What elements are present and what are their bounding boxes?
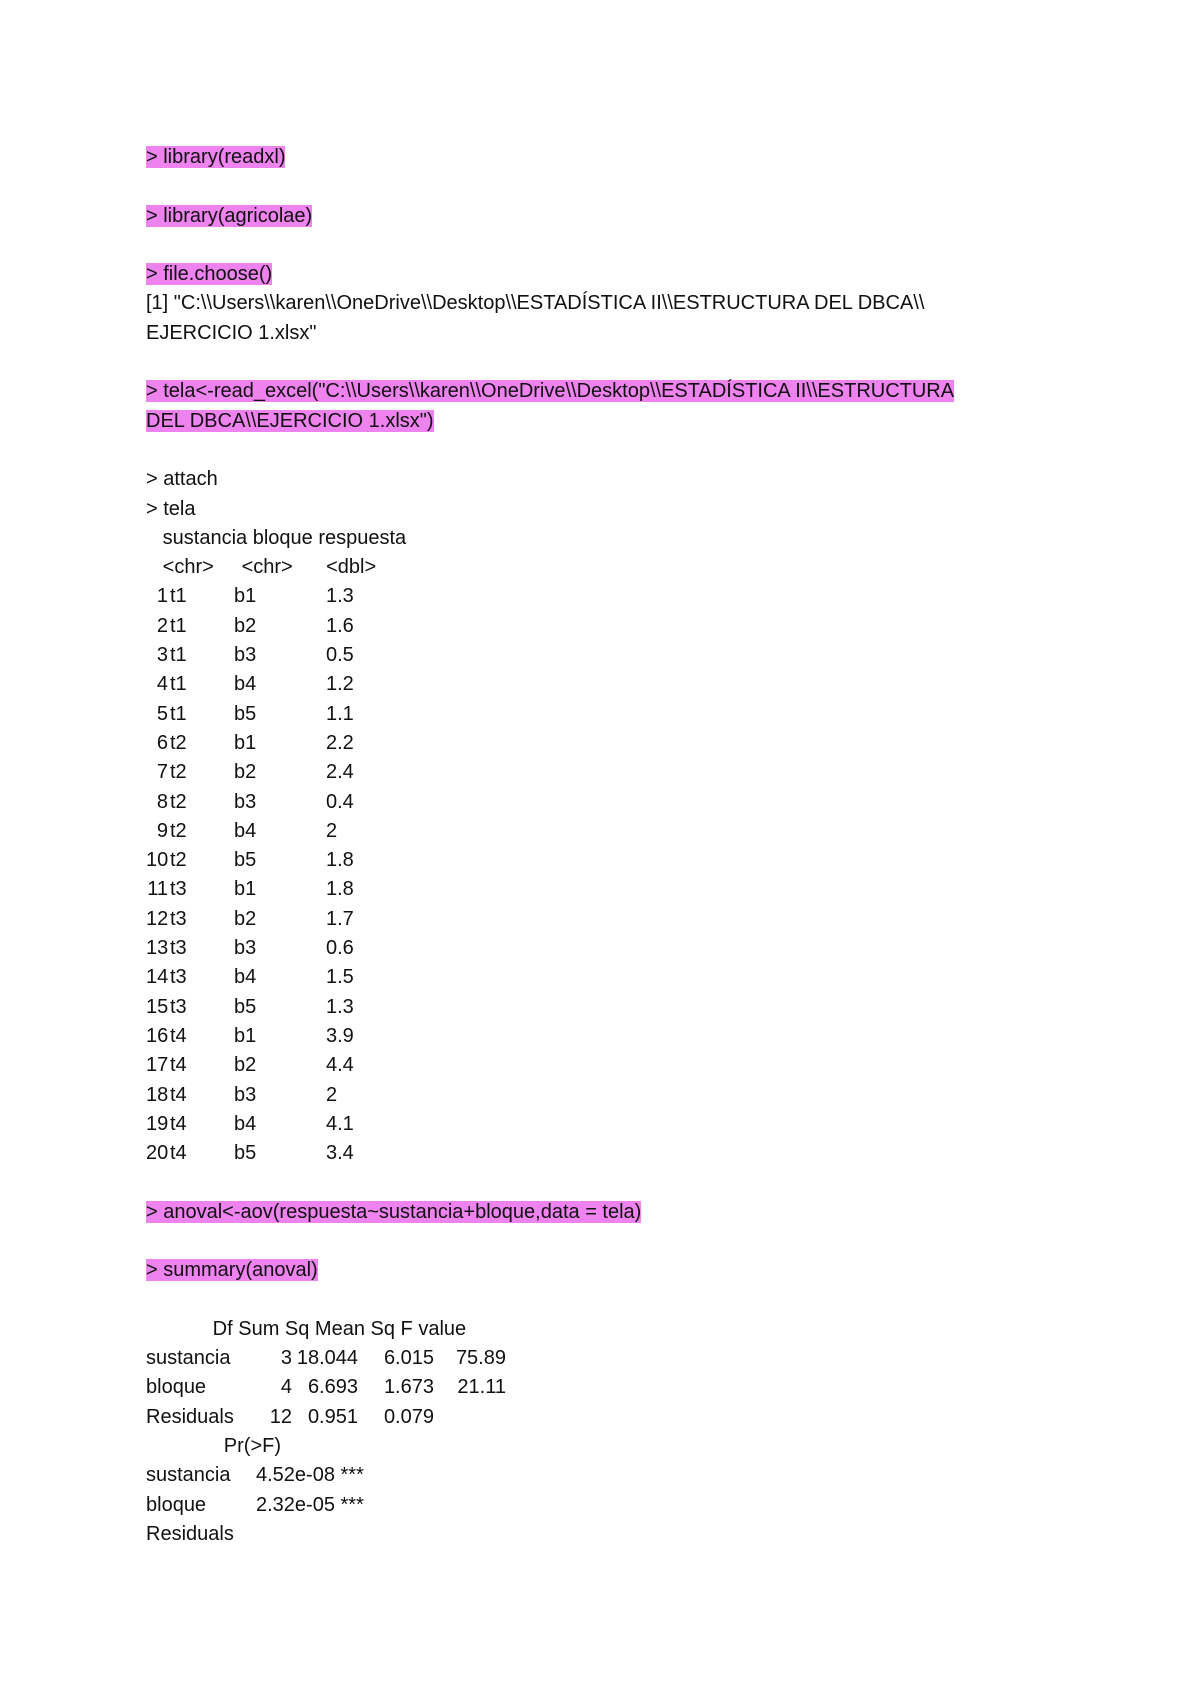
cell-respuesta: 1.6	[326, 614, 354, 637]
cell-sustancia: t4	[170, 1024, 187, 1047]
row-index: 12	[146, 907, 169, 930]
table-row	[146, 788, 1066, 817]
anova-p-body	[146, 1461, 1066, 1549]
anova-table	[146, 1315, 1066, 1549]
table-row	[146, 1022, 1066, 1051]
row-index: 10	[146, 849, 169, 872]
table-row	[146, 582, 1066, 611]
anova-f-value: 75.89	[455, 1347, 506, 1370]
command-read-excel-line-1: > tela<-read_excel("C:\\Users\\karen\\OneDrive\\Desktop\\ESTADÍSTICA II\\ESTRUCTURA	[146, 380, 955, 403]
cell-sustancia: t4	[170, 1142, 187, 1165]
anova-f-value: 21.11	[457, 1376, 506, 1399]
anova-p-value: 2.32e-05 ***	[256, 1493, 364, 1516]
cell-sustancia: t1	[170, 702, 187, 725]
cell-bloque: b5	[234, 702, 257, 725]
anova-sum-sq: 6.693	[307, 1376, 358, 1399]
cell-sustancia: t1	[170, 614, 187, 637]
file-choose-output-line-2: EJERCICIO 1.xlsx"	[146, 321, 317, 344]
cell-sustancia: t3	[170, 878, 187, 901]
cell-respuesta: 1.5	[326, 966, 354, 989]
table-row	[146, 670, 1066, 699]
row-index: 4	[156, 673, 168, 696]
cell-sustancia: t2	[170, 819, 187, 842]
cell-respuesta: 1.2	[326, 673, 354, 696]
row-index: 14	[146, 966, 169, 989]
cell-sustancia: t1	[170, 673, 187, 696]
anova-body	[146, 1344, 1066, 1432]
table-row	[146, 729, 1066, 758]
cell-sustancia: t2	[170, 849, 187, 872]
cell-sustancia: t1	[170, 585, 187, 608]
cell-respuesta: 1.8	[326, 878, 354, 901]
table-row	[146, 905, 1066, 934]
cell-bloque: b2	[234, 761, 257, 784]
cell-respuesta: 2	[326, 1083, 338, 1106]
table-row	[146, 758, 1066, 787]
command-read-excel-line-2: DEL DBCA\\EJERCICIO 1.xlsx")	[146, 409, 434, 432]
anova-mean-sq: 1.673	[383, 1376, 434, 1399]
anova-header: Df Sum Sq Mean Sq F value	[146, 1317, 467, 1340]
anova-term: bloque	[146, 1493, 207, 1516]
row-index: 16	[146, 1024, 169, 1047]
anova-p-row	[146, 1520, 1066, 1549]
anova-sum-sq: 0.951	[307, 1405, 358, 1428]
cell-bloque: b2	[234, 1054, 257, 1077]
cell-respuesta: 4.4	[326, 1054, 354, 1077]
anova-f-value	[434, 1403, 506, 1432]
table-types: <chr> <chr> <dbl>	[146, 556, 377, 579]
cell-respuesta: 3.9	[326, 1024, 354, 1047]
cell-bloque: b1	[234, 731, 257, 754]
cell-bloque: b3	[234, 644, 257, 667]
cell-respuesta: 1.1	[326, 702, 354, 725]
row-index: 2	[156, 614, 168, 637]
anova-mean-sq: 0.079	[383, 1405, 434, 1428]
spacer	[146, 1168, 1066, 1197]
cell-respuesta: 1.3	[326, 585, 354, 608]
table-row	[146, 846, 1066, 875]
command-summary: > summary(anoval)	[146, 1259, 318, 1282]
table-row	[146, 612, 1066, 641]
anova-row	[146, 1344, 1066, 1373]
table-row	[146, 993, 1066, 1022]
r-console-document	[146, 143, 1066, 1549]
table-row	[146, 1139, 1066, 1168]
anova-df: 3	[280, 1347, 292, 1370]
cell-bloque: b2	[234, 907, 257, 930]
cell-bloque: b3	[234, 1083, 257, 1106]
cell-bloque: b1	[234, 585, 257, 608]
command-file-choose: > file.choose()	[146, 263, 273, 286]
anova-p-row	[146, 1461, 1066, 1490]
cell-respuesta: 0.5	[326, 644, 354, 667]
table-row	[146, 1051, 1066, 1080]
command-attach: > attach	[146, 468, 218, 491]
table-body	[146, 582, 1066, 1168]
cell-respuesta: 4.1	[326, 1112, 354, 1135]
cell-respuesta: 2.4	[326, 761, 354, 784]
table-row	[146, 817, 1066, 846]
cell-bloque: b1	[234, 878, 257, 901]
anova-df: 4	[280, 1376, 292, 1399]
table-header: sustancia bloque respuesta	[146, 526, 407, 549]
table-row	[146, 934, 1066, 963]
anova-term: sustancia	[146, 1464, 231, 1487]
spacer	[146, 172, 1066, 201]
command-tela: > tela	[146, 497, 196, 520]
row-index: 18	[146, 1083, 169, 1106]
anova-p-header: Pr(>F)	[146, 1435, 282, 1458]
cell-respuesta: 2.2	[326, 731, 354, 754]
cell-bloque: b5	[234, 849, 257, 872]
command-aov: > anoval<-aov(respuesta~sustancia+bloque,data = tela)	[146, 1200, 642, 1223]
cell-bloque: b4	[234, 819, 257, 842]
cell-sustancia: t4	[170, 1054, 187, 1077]
anova-df: 12	[269, 1405, 292, 1428]
cell-sustancia: t2	[170, 761, 187, 784]
cell-bloque: b3	[234, 790, 257, 813]
cell-sustancia: t4	[170, 1112, 187, 1135]
anova-term: Residuals	[146, 1405, 234, 1428]
anova-p-value: 4.52e-08 ***	[256, 1464, 364, 1487]
table-row	[146, 1110, 1066, 1139]
anova-mean-sq: 6.015	[383, 1347, 434, 1370]
anova-sum-sq: 18.044	[296, 1347, 358, 1370]
cell-sustancia: t1	[170, 644, 187, 667]
cell-bloque: b1	[234, 1024, 257, 1047]
cell-sustancia: t2	[170, 731, 187, 754]
command-library-agricolae: > library(agricolae)	[146, 204, 313, 227]
spacer	[146, 436, 1066, 465]
table-row	[146, 963, 1066, 992]
cell-bloque: b2	[234, 614, 257, 637]
row-index: 17	[146, 1054, 169, 1077]
row-index: 3	[156, 644, 168, 667]
cell-sustancia: t3	[170, 937, 187, 960]
cell-respuesta: 1.7	[326, 907, 354, 930]
spacer	[146, 348, 1066, 377]
row-index: 5	[156, 702, 168, 725]
row-index: 8	[156, 790, 168, 813]
row-index: 15	[146, 995, 169, 1018]
anova-row	[146, 1403, 1066, 1432]
spacer	[146, 1227, 1066, 1256]
cell-respuesta: 1.3	[326, 995, 354, 1018]
anova-term: bloque	[146, 1376, 207, 1399]
table-row	[146, 1081, 1066, 1110]
row-index: 20	[146, 1142, 169, 1165]
anova-p-row	[146, 1491, 1066, 1520]
cell-sustancia: t3	[170, 966, 187, 989]
spacer	[146, 1286, 1066, 1315]
spacer	[146, 231, 1066, 260]
cell-bloque: b4	[234, 1112, 257, 1135]
cell-respuesta: 1.8	[326, 849, 354, 872]
file-choose-output-line-1: [1] "C:\\Users\\karen\\OneDrive\\Desktop\\ESTADÍSTICA II\\ESTRUCTURA DEL DBCA\\	[146, 292, 925, 315]
cell-bloque: b5	[234, 995, 257, 1018]
cell-bloque: b3	[234, 937, 257, 960]
row-index: 9	[156, 819, 168, 842]
cell-sustancia: t2	[170, 790, 187, 813]
cell-respuesta: 2	[326, 819, 338, 842]
cell-respuesta: 3.4	[326, 1142, 354, 1165]
row-index: 19	[146, 1112, 169, 1135]
row-index: 13	[146, 937, 169, 960]
table-row	[146, 641, 1066, 670]
row-index: 11	[147, 878, 168, 901]
cell-sustancia: t3	[170, 995, 187, 1018]
cell-bloque: b4	[234, 966, 257, 989]
data-table	[146, 524, 1066, 1169]
row-index: 1	[156, 585, 168, 608]
anova-row	[146, 1373, 1066, 1402]
table-row	[146, 700, 1066, 729]
cell-respuesta: 0.6	[326, 937, 354, 960]
row-index: 7	[156, 761, 168, 784]
cell-bloque: b5	[234, 1142, 257, 1165]
cell-bloque: b4	[234, 673, 257, 696]
table-row	[146, 875, 1066, 904]
cell-sustancia: t3	[170, 907, 187, 930]
row-index: 6	[156, 731, 168, 754]
anova-term: sustancia	[146, 1347, 231, 1370]
cell-respuesta: 0.4	[326, 790, 354, 813]
command-library-readxl: > library(readxl)	[146, 146, 286, 168]
anova-term: Residuals	[146, 1522, 234, 1545]
cell-sustancia: t4	[170, 1083, 187, 1106]
